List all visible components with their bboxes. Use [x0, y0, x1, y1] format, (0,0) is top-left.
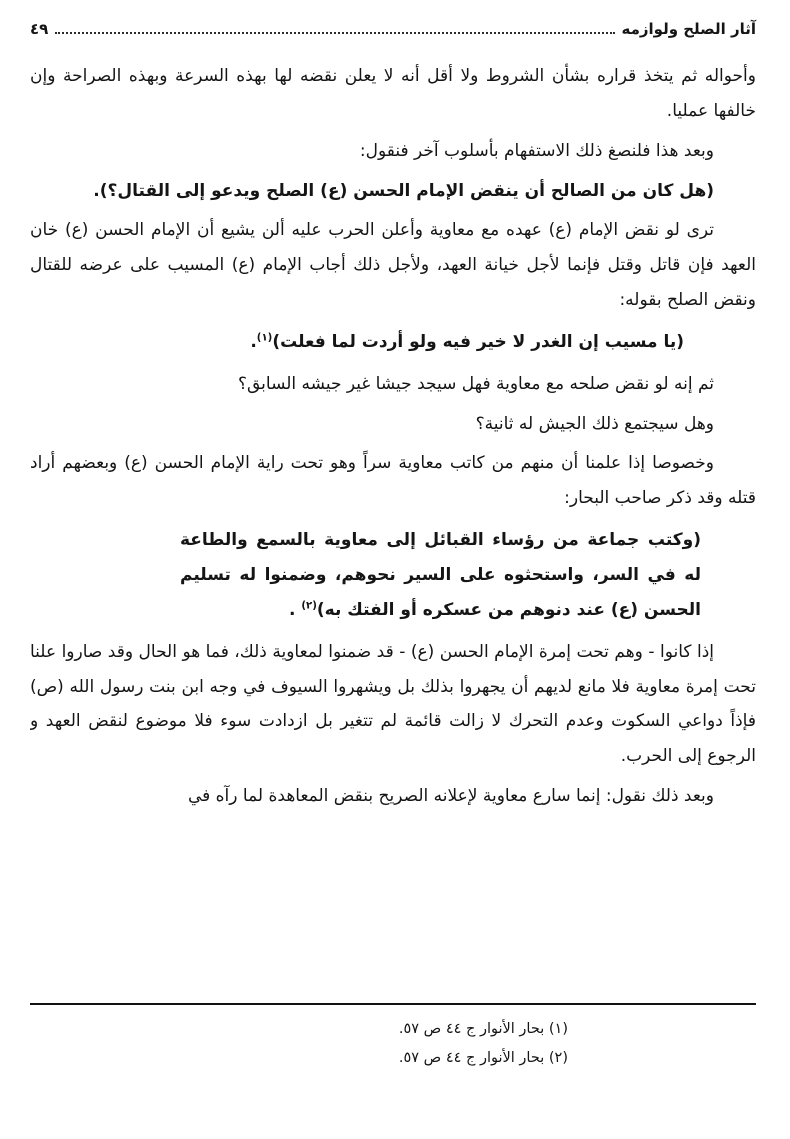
body-text	[30, 54, 756, 1003]
dotted-leader	[55, 32, 614, 34]
paragraph-5: وهل سيجتمع ذلك الجيش له ثانية؟	[475, 413, 714, 434]
quote-3-period: .	[288, 599, 302, 620]
quote-2-text: (يا مسيب إن الغدر لا خير فيه ولو أردت لما فعلت)	[272, 331, 684, 352]
footnote-2	[30, 1044, 568, 1073]
footnote-ref-2: (٢)	[301, 600, 317, 612]
paragraph-7: إذا كانوا - وهم تحت إمرة الإمام الحسن (ع) - قد ضمنوا لمعاوية ذلك، فما هو الحال وقد صاروا علنا تحت إمرة معاوية فلا مانع لديهم أن يجهروا بذلك بل ويشهروا السيوف في وجه ابن بنت رسول الله (ص) فإذاً دواعي السكوت وعدم التحرك لا زالت قائمة لم تتغير بل ازدادت سوء فلا موضوع لنقض العهد و الرجوع إلى الحرب.	[30, 641, 756, 767]
footnote-rule	[30, 1003, 756, 1005]
quote-3-text: (وكتب جماعة من رؤساء القبائل إلى معاوية بالسمع والطاعة له في السر، واستحثوه على السير نحوهم، وضمنوا له تسليم الحسن (ع) عند دنوهم من عسكره أو الفتك به)	[180, 530, 701, 620]
page-number: ٤٩	[30, 20, 49, 38]
quote-2	[30, 325, 756, 360]
footnote-ref-1: (١)	[256, 332, 273, 344]
footnote-1-text: بحار الأنوار ج ٤٤ ص ٥٧.	[398, 1021, 545, 1037]
paragraph-2: وبعد هذا فلنصغ ذلك الاستفهام بأسلوب آخر فنقول:	[359, 140, 714, 161]
paragraph-8: وبعد ذلك نقول: إنما سارع معاوية لإعلانه الصريح بنقض المعاهدة لما رآه في	[187, 786, 714, 807]
footnote-1	[30, 1015, 568, 1044]
quote-3	[180, 523, 701, 628]
quote-1: (هل كان من الصالح أن ينقض الإمام الحسن (ع) الصلح ويدعو إلى القتال؟).	[93, 180, 714, 201]
running-title: آثار الصلح ولوازمه	[621, 20, 756, 38]
page-header	[30, 20, 756, 38]
paragraph-3: ترى لو نقض الإمام (ع) عهده مع معاوية وأعلن الحرب عليه ألن يشيع أن الإمام الحسن (ع) خان العهد فإن قاتل وقتل فإنما لأجل خيانة العهد، ولأجل ذلك أجاب الإمام (ع) المسيب على عرضه للقتال ونقض الصلح بقوله:	[30, 220, 756, 311]
paragraph-4: ثم إنه لو نقض صلحه مع معاوية فهل سيجد جيشا غير جيشه السابق؟	[237, 373, 714, 394]
footnote-2-marker: (٢)	[548, 1050, 568, 1066]
footnote-2-text: بحار الأنوار ج ٤٤ ص ٥٧.	[398, 1050, 545, 1066]
paragraph-6: وخصوصا إذا علمنا أن منهم من كاتب معاوية سراً وهو تحت راية الإمام الحسن (ع) وبعضهم أراد قتله وقد ذكر صاحب البحار:	[30, 453, 756, 509]
footnote-1-marker: (١)	[548, 1021, 568, 1037]
footnotes-section	[30, 1003, 756, 1073]
paragraph-1: وأحواله ثم يتخذ قراره بشأن الشروط ولا أقل أنه لا يعلن نقضه لها بهذه السرعة وبهذه الصراحة وإن خالفها عمليا.	[30, 66, 756, 121]
quote-2-period: .	[250, 331, 257, 352]
